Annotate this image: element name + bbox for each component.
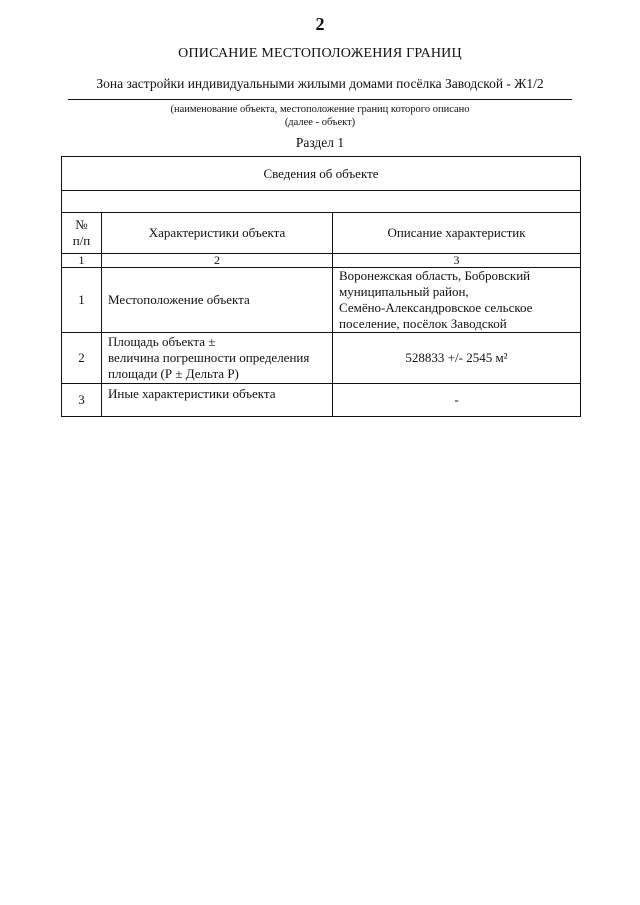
row-characteristic — [102, 333, 333, 384]
section-title: Раздел 1 — [295, 135, 345, 150]
row-characteristic: Местоположение объекта — [102, 268, 333, 333]
empty-cell — [62, 191, 581, 213]
header-num-line-1: № — [75, 217, 88, 232]
table-title-row — [62, 157, 581, 191]
description-line: муниципальный район, — [339, 284, 469, 299]
description-line: поселение, посёлок Заводской — [339, 316, 507, 331]
object-name-underline — [68, 99, 572, 100]
row-num: 2 — [62, 333, 102, 384]
object-name-caption — [68, 103, 572, 129]
row-characteristic: Иные характеристики объекта — [102, 384, 333, 417]
table-title: Сведения об объекте — [62, 157, 581, 191]
table-empty-row — [62, 191, 581, 213]
header-characteristics: Характеристики объекта — [102, 213, 333, 254]
characteristic-line: площади (Р ± Дельта Р) — [108, 366, 239, 381]
object-name: Зона застройки индивидуальными жилыми домами посёлка Заводской - Ж1/2 — [96, 76, 544, 91]
column-number: 2 — [102, 254, 333, 268]
table-header-row — [62, 213, 581, 254]
header-description: Описание характеристик — [333, 213, 581, 254]
page-number: 2 — [315, 14, 325, 34]
table-row — [62, 333, 581, 384]
object-info-table — [61, 156, 581, 417]
row-description: - — [333, 384, 581, 417]
row-num: 3 — [62, 384, 102, 417]
header-num — [62, 213, 102, 254]
caption-line-2: (далее - объект) — [284, 117, 356, 128]
characteristic-line: Площадь объекта ± — [108, 334, 216, 349]
header-num-line-2: п/п — [72, 233, 91, 248]
caption-line-1: (наименование объекта, местоположение границ которого описано — [170, 104, 470, 115]
column-number: 1 — [62, 254, 102, 268]
column-number: 3 — [333, 254, 581, 268]
row-num: 1 — [62, 268, 102, 333]
row-description — [333, 268, 581, 333]
column-numbers-row — [62, 254, 581, 268]
characteristic-line: величина погрешности определения — [108, 350, 310, 365]
row-description: 528833 +/- 2545 м² — [333, 333, 581, 384]
description-line: Воронежская область, Бобровский — [339, 268, 531, 283]
document-title: ОПИСАНИЕ МЕСТОПОЛОЖЕНИЯ ГРАНИЦ — [178, 46, 462, 61]
table-row — [62, 384, 581, 417]
description-line: Семёно-Александровское сельское — [339, 300, 533, 315]
table-row — [62, 268, 581, 333]
